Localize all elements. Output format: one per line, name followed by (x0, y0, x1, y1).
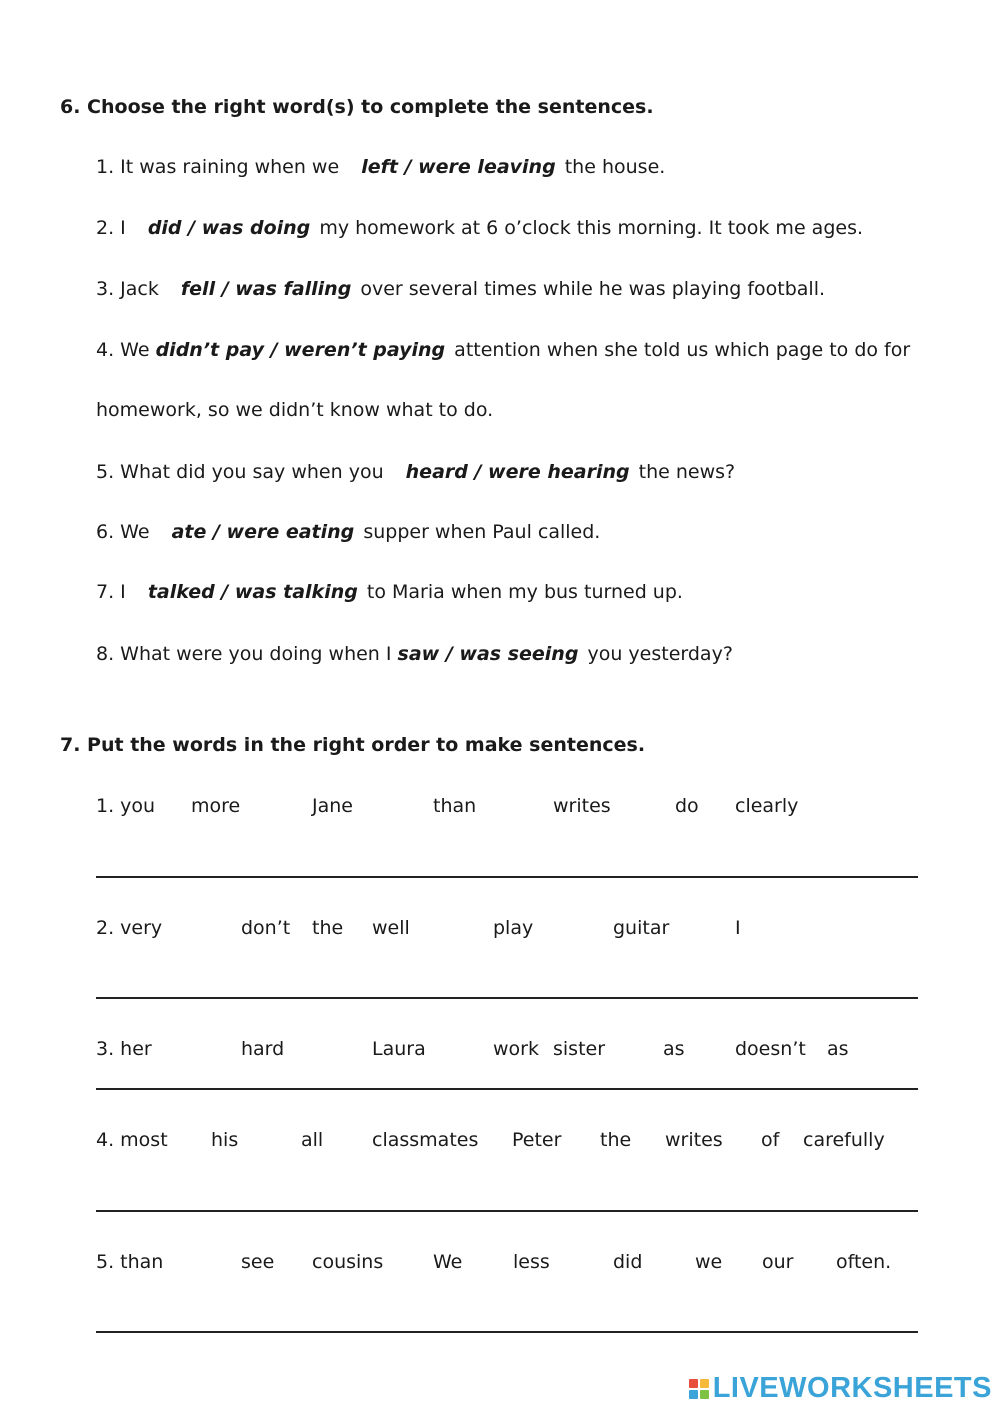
exercise-6-heading: 6. Choose the right word(s) to complete the sentences. (60, 96, 654, 118)
item-text: attention when she told us which page to do for (454, 339, 911, 361)
item-text: my homework at 6 o’clock this morning. It took me ages. (319, 217, 864, 239)
scrambled-word: don’t (241, 917, 291, 939)
scrambled-word: of (761, 1129, 780, 1151)
scrambled-word: hard (241, 1038, 285, 1060)
answer-line-5[interactable] (96, 1331, 918, 1333)
option-choice[interactable]: did / was doing (147, 217, 311, 239)
scrambled-word: classmates (372, 1129, 479, 1151)
answer-line-4[interactable] (96, 1210, 918, 1212)
scrambled-word: writes (553, 795, 611, 817)
scrambled-word: often. (836, 1251, 892, 1273)
scrambled-word: his (211, 1129, 239, 1151)
item-text: 5. What did you say when you (96, 461, 390, 483)
scrambled-word: carefully (803, 1129, 885, 1151)
answer-line-2[interactable] (96, 997, 918, 999)
item-text: 6. We (96, 521, 156, 543)
scrambled-word: cousins (312, 1251, 384, 1273)
scrambled-word: we (695, 1251, 723, 1273)
scrambled-word: Jane (312, 795, 353, 817)
item-text: the house. (564, 156, 666, 178)
item-text: the news? (638, 461, 736, 483)
scrambled-word: 4. most (96, 1129, 168, 1151)
scrambled-word: less (513, 1251, 550, 1273)
scrambled-word: all (301, 1129, 324, 1151)
option-choice[interactable]: saw / was seeing (397, 643, 579, 665)
liveworksheets-logo (689, 1372, 992, 1405)
answer-line-3[interactable] (96, 1088, 918, 1090)
option-choice[interactable]: left / were leaving (361, 156, 556, 178)
option-choice[interactable]: heard / were hearing (405, 461, 630, 483)
item-text: you yesterday? (587, 643, 733, 665)
option-choice[interactable]: fell / was falling (180, 278, 352, 300)
scrambled-word: Peter (512, 1129, 562, 1151)
exercise-6-item-5 (96, 461, 735, 483)
exercise-6-item-1 (96, 156, 665, 178)
scrambled-word: the (312, 917, 344, 939)
item-text: homework, so we didn’t know what to do. (96, 399, 494, 421)
logo-square-green (700, 1390, 709, 1399)
item-text: 1. It was raining when we (96, 156, 346, 178)
exercise-7-heading: 7. Put the words in the right order to make sentences. (60, 734, 646, 756)
item-text: 8. What were you doing when I (96, 643, 398, 665)
logo-square-blue (689, 1390, 698, 1399)
scrambled-word: did (613, 1251, 643, 1273)
scrambled-word: I (735, 917, 741, 939)
logo-square-red (689, 1379, 698, 1388)
scrambled-word: guitar (613, 917, 670, 939)
scrambled-word: than (433, 795, 477, 817)
scrambled-word: Laura (372, 1038, 426, 1060)
logo-square-yellow (700, 1379, 709, 1388)
exercise-6-item-4-continued (96, 399, 493, 421)
option-choice[interactable]: talked / was talking (147, 581, 358, 603)
scrambled-word: as (663, 1038, 685, 1060)
scrambled-word: 5. than (96, 1251, 164, 1273)
scrambled-word: sister (553, 1038, 606, 1060)
exercise-6-item-2 (96, 217, 863, 239)
option-choice[interactable]: didn’t pay / weren’t paying (155, 339, 446, 361)
scrambled-word: the (600, 1129, 632, 1151)
item-text: 2. I (96, 217, 132, 239)
item-text: 3. Jack (96, 278, 165, 300)
item-text: over several times while he was playing football. (360, 278, 826, 300)
scrambled-word: do (675, 795, 699, 817)
liveworksheets-logo-text: LIVEWORKSHEETS (712, 1372, 992, 1404)
scrambled-word: see (241, 1251, 275, 1273)
item-text: 4. We (96, 339, 156, 361)
item-text: 7. I (96, 581, 132, 603)
scrambled-word: writes (665, 1129, 723, 1151)
exercise-6-item-8 (96, 643, 733, 665)
scrambled-word: We (433, 1251, 463, 1273)
scrambled-word: our (762, 1251, 794, 1273)
scrambled-word: more (191, 795, 241, 817)
exercise-6-item-6 (96, 521, 600, 543)
item-text: to Maria when my bus turned up. (366, 581, 683, 603)
scrambled-word: work (493, 1038, 539, 1060)
exercise-6-item-3 (96, 278, 825, 300)
scrambled-word: play (493, 917, 534, 939)
exercise-6-item-7 (96, 581, 683, 603)
liveworksheets-logo-icon (689, 1379, 709, 1399)
scrambled-word: 1. you (96, 795, 156, 817)
scrambled-word: 3. her (96, 1038, 152, 1060)
answer-line-1[interactable] (96, 876, 918, 878)
scrambled-word: as (827, 1038, 849, 1060)
scrambled-word: well (372, 917, 410, 939)
scrambled-word: 2. very (96, 917, 163, 939)
option-choice[interactable]: ate / were eating (171, 521, 355, 543)
item-text: supper when Paul called. (363, 521, 601, 543)
scrambled-word: clearly (735, 795, 799, 817)
scrambled-word: doesn’t (735, 1038, 806, 1060)
exercise-6-item-4 (96, 339, 910, 361)
